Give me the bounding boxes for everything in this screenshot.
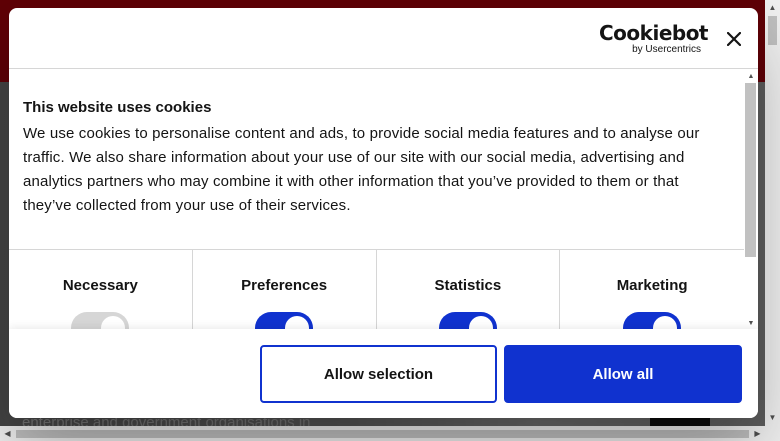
arrow-right-icon[interactable]: ▶ xyxy=(754,429,761,438)
category-marketing xyxy=(560,250,744,329)
statistics-toggle[interactable] xyxy=(439,312,497,329)
cookie-consent-dialog xyxy=(9,8,758,418)
page-vertical-scroll-thumb[interactable] xyxy=(768,16,777,45)
cookie-categories xyxy=(9,249,744,329)
logo-main-text: Cookiebot xyxy=(599,21,708,45)
category-label: Preferences xyxy=(241,277,328,294)
arrow-down-icon[interactable]: ▼ xyxy=(768,413,777,422)
category-label: Statistics xyxy=(434,277,502,294)
dialog-title: This website uses cookies xyxy=(23,99,212,116)
arrow-left-icon[interactable]: ◀ xyxy=(4,429,11,438)
category-statistics xyxy=(377,250,561,329)
toggle-knob xyxy=(285,316,309,329)
dialog-footer xyxy=(9,329,758,418)
cookiebot-logo xyxy=(599,21,708,55)
category-label: Necessary xyxy=(62,277,138,294)
category-preferences xyxy=(193,250,377,329)
close-button[interactable] xyxy=(723,28,745,50)
toggle-knob xyxy=(469,316,493,329)
category-label: Marketing xyxy=(616,277,688,294)
preferences-toggle[interactable] xyxy=(255,312,313,329)
dialog-body-scrollbar[interactable] xyxy=(744,70,758,329)
category-necessary xyxy=(9,250,193,329)
page-vertical-scrollbar[interactable] xyxy=(765,0,780,441)
allow-selection-button[interactable]: Allow selection xyxy=(260,345,497,403)
marketing-toggle[interactable] xyxy=(623,312,681,329)
close-icon xyxy=(727,32,741,46)
toggle-knob xyxy=(653,316,677,329)
dialog-description: We use cookies to personalise content and ads, to provide social media features and to analyse our traffic. We also share information about your use of our site with our social media, advertising and analytics partners who may combine it with other information that you’ve provided to them or that they’ve collected from your use of their services. xyxy=(23,125,700,214)
toggle-knob xyxy=(101,316,125,329)
dialog-body xyxy=(9,70,758,329)
logo-sub-text: by Usercentrics xyxy=(632,44,701,55)
necessary-toggle[interactable] xyxy=(71,312,129,329)
page-horizontal-scrollbar[interactable] xyxy=(0,426,765,441)
allow-all-button[interactable]: Allow all xyxy=(504,345,742,403)
dialog-scroll-thumb[interactable] xyxy=(745,83,756,257)
arrow-up-icon[interactable]: ▲ xyxy=(768,3,777,12)
dialog-header xyxy=(9,8,758,69)
arrow-down-icon[interactable]: ▼ xyxy=(747,319,755,327)
page-horizontal-scroll-thumb[interactable] xyxy=(16,430,749,438)
arrow-up-icon[interactable]: ▲ xyxy=(747,72,755,80)
